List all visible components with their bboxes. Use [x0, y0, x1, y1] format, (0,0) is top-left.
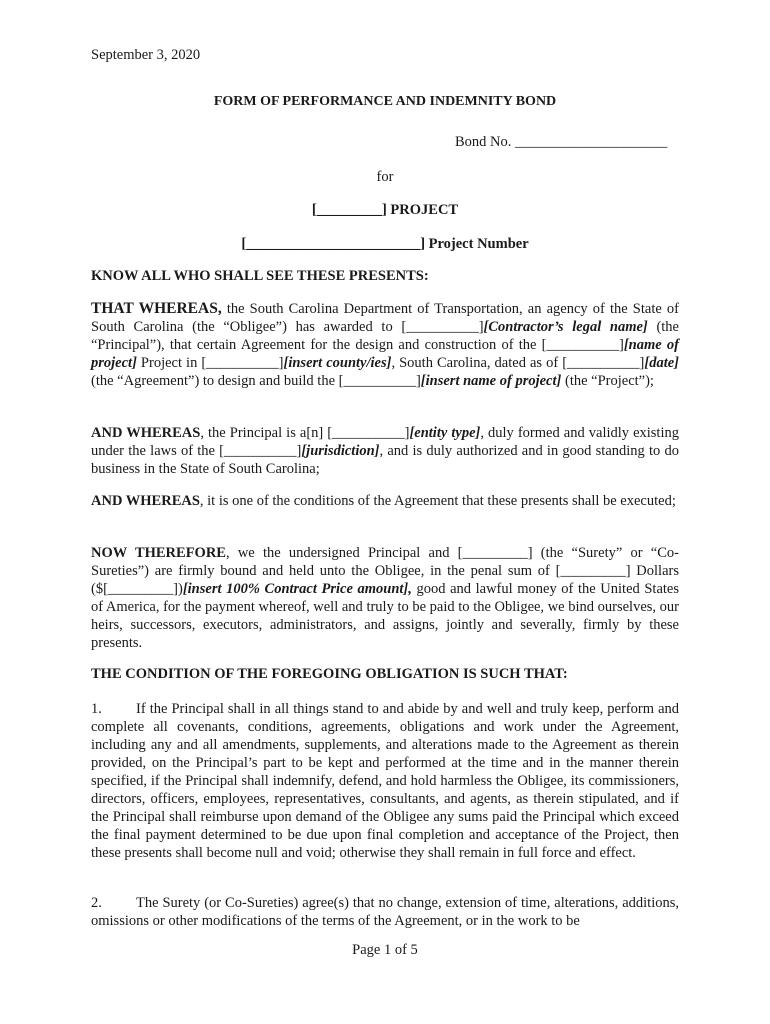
clause-text: If the Principal shall in all things stand to and abide by and well and truly keep, perform and complete all covenants, conditions, agreements, obligations and work under the Agreement, including any and all amendments, supplements, and alterations made to the Agreement as therein provided, on the Principal’s part to be kept and performed at the time and in the manner therein specified, if the Principal shall indemnify, defend, and hold harmless the Obligee, its commissioners, directors, officers, employees, representatives, consultants, and agents, as therein stipulated, and if the Principal shall reimburse upon demand of the Obligee any sums paid the Principal which exceed the final payment determined to be due upon final completion and acceptance of the Project, then these presents shall become null and void; otherwise they shall remain in full force and effect.	[91, 701, 679, 861]
placeholder-text: [jurisdiction]	[301, 443, 380, 459]
whereas-paragraph-1	[91, 300, 679, 390]
document-date: September 3, 2020	[91, 47, 201, 63]
now-therefore-paragraph	[91, 544, 679, 652]
whereas-lead: AND WHEREAS	[91, 493, 200, 509]
for-label: for	[376, 169, 394, 185]
whereas-paragraph-3	[91, 492, 679, 510]
whereas-lead: THAT WHEREAS,	[91, 300, 222, 317]
know-all-heading: KNOW ALL WHO SHALL SEE THESE PRESENTS:	[91, 268, 429, 284]
paragraph-text: , we the undersigned Principal and [_________] (the “Surety” or “Co-Sureties”) are firmly bound and held unto the Obligee, in the penal sum of [_________] Dollars ($[_________])	[91, 545, 679, 597]
placeholder-text: [insert 100% Contract Price amount],	[182, 581, 412, 597]
placeholder-text: [date]	[644, 355, 679, 371]
clause-number: 2.	[91, 895, 102, 911]
placeholder-text: [insert county/ies]	[283, 355, 392, 371]
paragraph-text: , South Carolina, dated as of [__________]	[391, 355, 645, 371]
paragraph-text: , the Principal is a[n] [__________]	[200, 425, 410, 441]
clause-text: The Surety (or Co-Sureties) agree(s) that no change, extension of time, alterations, additions, omissions or other modifications of the terms of the Agreement, or in the work to be	[91, 895, 679, 929]
paragraph-text: (the “Principal”), that certain Agreement for the design and construction of the [__________]	[91, 319, 679, 353]
clause-1	[91, 700, 679, 862]
placeholder-text: [Contractor’s legal name]	[483, 319, 648, 335]
now-therefore-lead: NOW THEREFORE	[91, 545, 226, 561]
paragraph-text: Project in [__________]	[136, 355, 284, 371]
page-number: Page 1 of 5	[352, 942, 418, 958]
clause-2	[91, 894, 679, 930]
whereas-paragraph-2	[91, 424, 679, 478]
clause-number: 1.	[91, 701, 102, 717]
placeholder-text: [entity type]	[409, 425, 481, 441]
placeholder-text: [insert name of project]	[420, 373, 562, 389]
document-title: FORM OF PERFORMANCE AND INDEMNITY BOND	[213, 94, 557, 109]
paragraph-text: , and is duly authorized and in good standing to do business in the State of South Carolina;	[91, 443, 679, 477]
paragraph-text: (the “Agreement”) to design and build the [__________]	[91, 373, 421, 389]
project-number-line: [________________________] Project Number	[241, 236, 529, 252]
condition-heading: THE CONDITION OF THE FOREGOING OBLIGATION IS SUCH THAT:	[91, 666, 568, 682]
paragraph-text: , it is one of the conditions of the Agreement that these presents shall be executed;	[199, 493, 676, 509]
paragraph-text: good and lawful money of the United States of America, for the payment whereof, well and truly to be paid to the Obligee, we bind ourselves, our heirs, successors, executors, administrators, and assigns, jointly and severally, firmly by these presents.	[91, 581, 679, 651]
paragraph-text: (the “Project”);	[561, 373, 654, 389]
paragraph-text: , duly formed and validly existing under the laws of the [__________]	[91, 425, 679, 459]
whereas-lead: AND WHEREAS	[91, 425, 201, 441]
paragraph-text: the South Carolina Department of Transportation, an agency of the State of South Carolina (the “Obligee”) has awarded to [__________]	[91, 301, 679, 335]
project-line: [_________] PROJECT	[311, 202, 459, 218]
placeholder-text: [name of project]	[91, 337, 679, 371]
bond-number-line: Bond No. _____________________	[455, 134, 668, 150]
